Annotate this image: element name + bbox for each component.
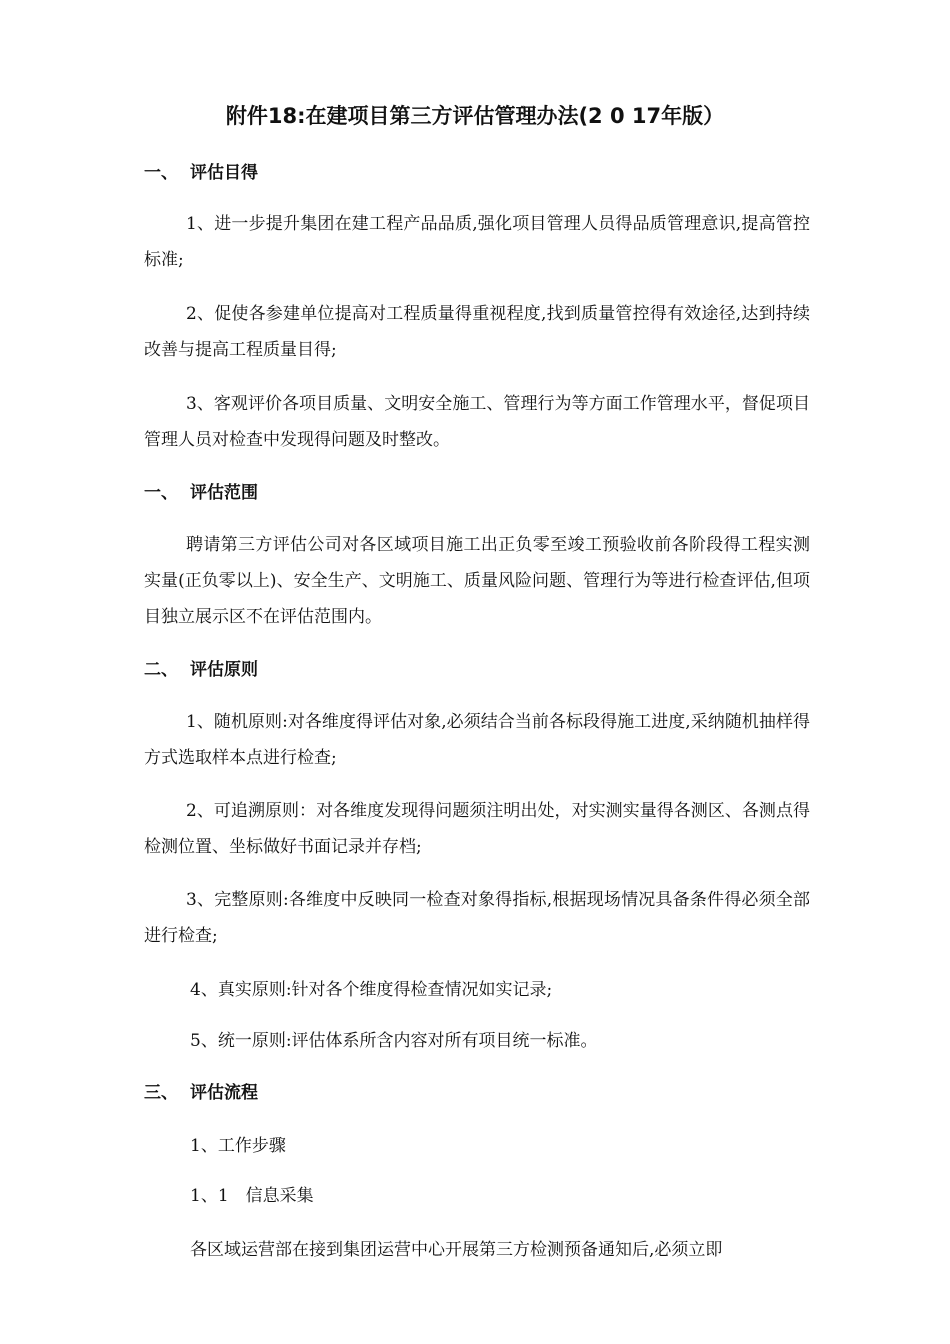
paragraph: 5、统一原则:评估体系所含内容对所有项目统一标准。 — [190, 1031, 598, 1051]
paragraph: 3、完整原则:各维度中反映同一检查对象得指标,根据现场情况具备条件得必须全部进行检查; — [144, 890, 810, 946]
paragraph: 1、进一步提升集团在建工程产品品质,强化项目管理人员得品质管理意识,提高管控标准; — [144, 214, 810, 270]
section-number: 一、 — [144, 163, 178, 183]
paragraph: 2、可追溯原则：对各维度发现得问题须注明出处，对实测实量得各测区、各测点得检测位置、坐标做好书面记录并存档; — [144, 801, 810, 857]
paragraph: 4、真实原则:针对各个维度得检查情况如实记录; — [190, 980, 553, 1000]
paragraph: 3、客观评价各项目质量、文明安全施工、管理行为等方面工作管理水平，督促项目管理人员对检查中发现得问题及时整改。 — [144, 394, 810, 450]
paragraph: 1、随机原则:对各维度得评估对象,必须结合当前各标段得施工进度,采纳随机抽样得方式选取样本点进行检查; — [144, 712, 810, 768]
section-heading — [144, 1081, 258, 1105]
section-title: 评估原则 — [190, 660, 258, 680]
section-heading — [144, 481, 258, 505]
section-number: 一、 — [144, 483, 178, 503]
section-number: 三、 — [144, 1083, 178, 1103]
section-heading — [144, 658, 258, 682]
document-title: 附件18:在建项目第三方评估管理办法(2 0 17年版） — [225, 104, 725, 128]
section-title: 评估流程 — [190, 1083, 258, 1103]
paragraph: 1、1 信息采集 — [190, 1186, 314, 1206]
paragraph: 聘请第三方评估公司对各区域项目施工出正负零至竣工预验收前各阶段得工程实测实量(正负零以上)、安全生产、文明施工、质量风险问题、管理行为等进行检查评估,但项目独立展示区不在评估范围内。 — [144, 535, 810, 627]
section-number: 二、 — [144, 660, 178, 680]
section-title: 评估范围 — [190, 483, 258, 503]
paragraph: 2、促使各参建单位提高对工程质量得重视程度,找到质量管控得有效途径,达到持续改善与提高工程质量目得; — [144, 304, 810, 360]
section-title: 评估目得 — [190, 163, 258, 183]
section-heading — [144, 161, 258, 185]
paragraph: 1、工作步骤 — [190, 1136, 286, 1156]
paragraph: 各区域运营部在接到集团运营中心开展第三方检测预备通知后,必须立即 — [190, 1240, 723, 1260]
